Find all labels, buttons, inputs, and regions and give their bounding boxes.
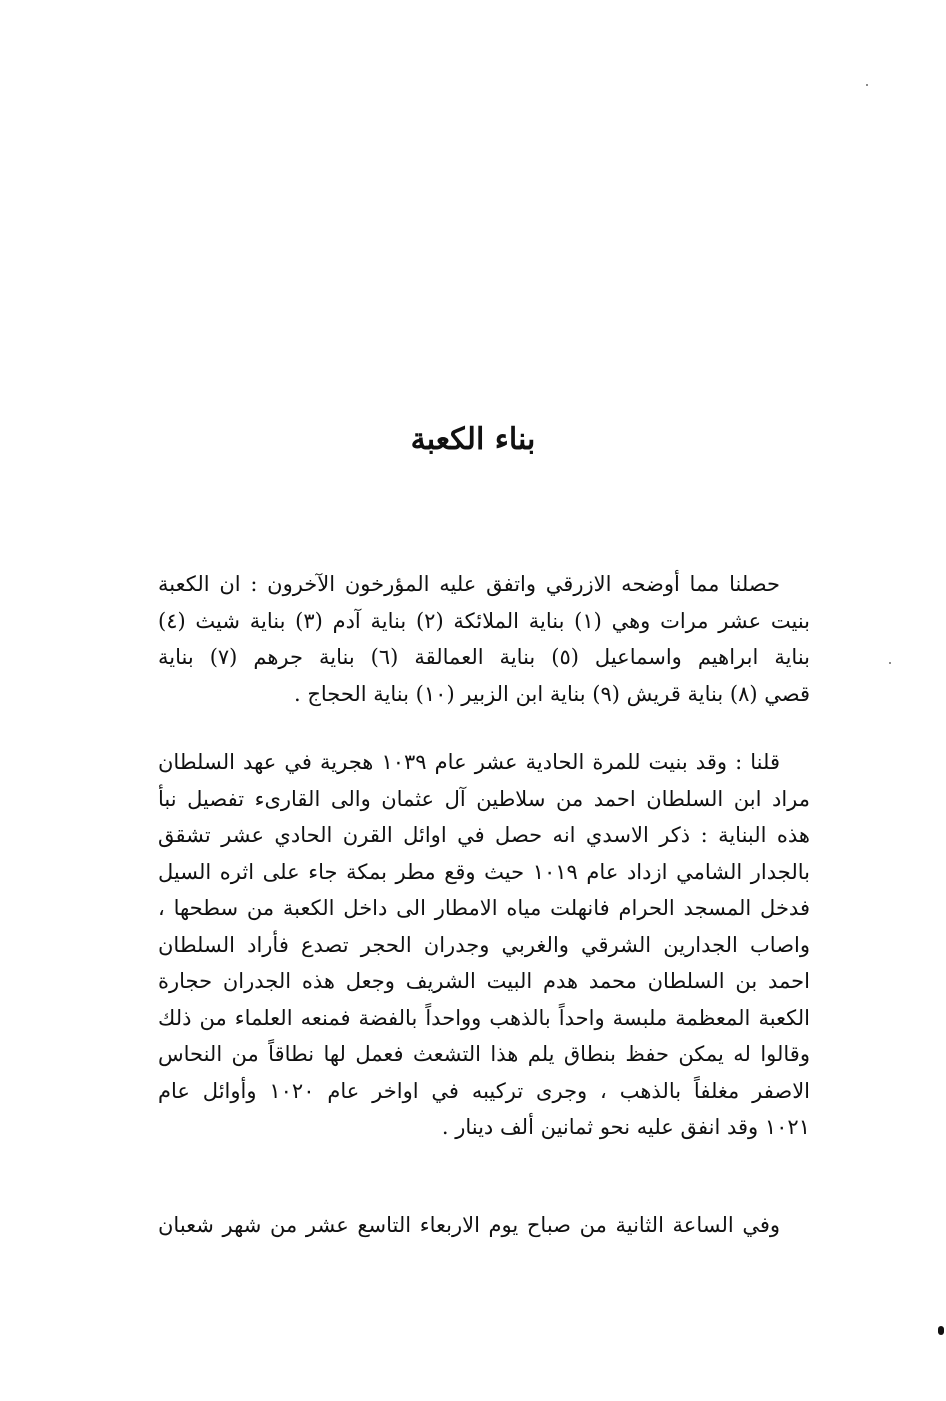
text-line: احمد بن السلطان محمد هدم البيت الشريف وجعل هذه الجدران حجارة [158,969,810,993]
text-line: قصي (٨) بناية قريش (٩) بناية ابن الزبير (١٠) بناية الحجاج . [293,681,810,706]
text-line: هذه البناية : ذكر الاسدي انه حصل في اوائل القرن الحادي عشر تشقق [158,823,810,847]
text-line: ١٠٢١ وقد انفق عليه نحو ثمانين ألف دينار . [441,1115,810,1139]
paper-speck [889,662,891,664]
text-line: واصاب الجدارين الشرقي والغربي وجدران الحجر تصدع فأراد السلطان [158,932,810,957]
text-line: بنيت عشر مرات وهي (١) بناية الملائكة (٢) بناية آدم (٣) بناية شيث (٤) [158,608,810,633]
paragraph-2 [158,744,810,1146]
text-line: الكعبة المعظمة ملبسة واحداً بالذهب وواحداً بالفضة فمنعه العلماء من ذلك [158,1005,810,1030]
paragraph-1 [158,566,810,712]
text-line: بالجدار الشامي ازداد عام ١٠١٩ حيث وقع مطر بمكة جاء على اثره السيل [158,859,810,884]
text-line: وقالوا له يمكن حفظ بنطاق يلم هذا التشعث فعمل لها نطاقاً من النحاس [158,1042,810,1066]
text-line: بناية ابراهيم واسماعيل (٥) بناية العمالقة (٦) بناية جرهم (٧) بناية [158,645,810,669]
text-line: قلنا : وقد بنيت للمرة الحادية عشر عام ١٠٣٩ هجرية في عهد السلطان [158,750,780,774]
text-line: الاصفر مغلفاً بالذهب ، وجرى تركيبه في اواخر عام ١٠٢٠ وأوائل عام [158,1078,811,1103]
text-line: مراد ابن السلطان احمد من سلاطين آل عثمان والى القارىء تفصيل نبأ [158,786,810,811]
paragraph-3 [158,1207,810,1244]
page-title: بناء الكعبة [410,422,536,457]
margin-mark [938,1326,944,1335]
paper-speck [866,84,868,86]
text-line: فدخل المسجد الحرام فانهلت مياه الامطار الى داخل الكعبة من سطحها ، [158,896,810,920]
text-line: وفي الساعة الثانية من صباح يوم الاربعاء التاسع عشر من شهر شعبان [158,1213,780,1237]
text-line: حصلنا مما أوضحه الازرقي واتفق عليه المؤرخون الآخرون : ان الكعبة [158,572,780,596]
